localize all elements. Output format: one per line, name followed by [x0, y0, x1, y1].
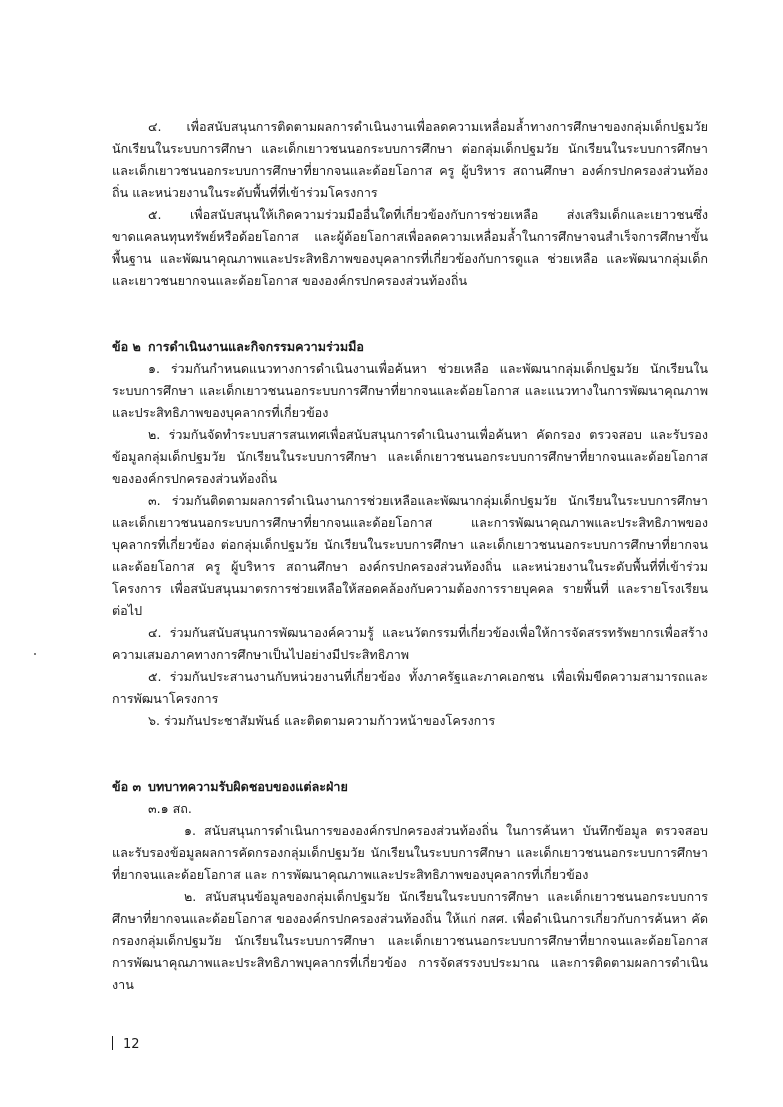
document-body	[112, 116, 708, 996]
section-3-title: บทบาทความรับผิดชอบของแต่ละฝ่าย	[148, 779, 348, 794]
section-2-item-1: ๑. ร่วมกันกำหนดแนวทางการดำเนินงานเพื่อค้นหา ช่วยเหลือ และพัฒนากลุ่มเด็กปฐมวัย นักเรียนในระบบการศึกษา และเด็กเยาวชนนอกระบบการศึกษาที่ยากจนและด้อยโอกาส และแนวทางในการพัฒนาคุณภาพและประสิทธิภาพของบุคลากรที่เกี่ยวข้อง	[112, 361, 708, 420]
section-3-heading	[112, 776, 708, 798]
section-2-item-6: ๖. ร่วมกันประชาสัมพันธ์ และติดตามความก้าวหน้าของโครงการ	[148, 713, 496, 728]
section-2-item-4: ๔. ร่วมกันสนับสนุนการพัฒนาองค์ความรู้ และนวัตกรรมที่เกี่ยวข้องเพื่อให้การจัดสรรทรัพยากรเพื่อสร้างความเสมอภาคทางการศึกษาเป็นไปอย่างมีประสิทธิภาพ	[112, 625, 708, 662]
objective-4: ๔. เพื่อสนับสนุนการติดตามผลการดำเนินงานเพื่อลดความเหลื่อมล้ำทางการศึกษาของกลุ่มเด็กปฐมวัย นักเรียนในระบบการศึกษา และเด็กเยาวชนนอกระบบการศึกษา ต่อกลุ่มเด็กปฐมวัย นักเรียนในระบบการศึกษา และเด็กเยาวชนนอกระบบการศึกษาที่ยากจนและด้อยโอกาส ครู ผู้บริหาร สถานศึกษา องค์กรปกครองส่วนท้องถิ่น และหน่วยงานในระดับพื้นที่ที่เข้าร่วมโครงการ	[112, 119, 708, 200]
section-2-item-5: ๕. ร่วมกันประสานงานกับหน่วยงานที่เกี่ยวข้อง ทั้งภาครัฐและภาคเอกชน เพื่อเพิ่มขีดความสามารถและการพัฒนาโครงการ	[112, 669, 708, 706]
section-2-title: การดำเนินงานและกิจกรรมความร่วมมือ	[148, 339, 364, 354]
section-2-item-2: ๒. ร่วมกันจัดทำระบบสารสนเทศเพื่อสนับสนุนการดำเนินงานเพื่อค้นหา คัดกรอง ตรวจสอบ และรับรองข้อมูลกลุ่มเด็กปฐมวัย นักเรียนในระบบการศึกษา และเด็กเยาวชนนอกระบบการศึกษาที่ยากจนและด้อยโอกาส ขององค์กรปกครองส่วนท้องถิ่น	[112, 427, 708, 486]
section-2-item-3: ๓. ร่วมกันติดตามผลการดำเนินงานการช่วยเหลือและพัฒนากลุ่มเด็กปฐมวัย นักเรียนในระบบการศึกษา และเด็กเยาวชนนอกระบบการศึกษาที่ยากจนและด้อยโอกาส และการพัฒนาคุณภาพและประสิทธิภาพของบุคลากรที่เกี่ยวข้อง ต่อกลุ่มเด็กปฐมวัย นักเรียนในระบบการศึกษา และเด็กเยาวชนนอกระบบการศึกษาที่ยากจน และด้อยโอกาส ครู ผู้บริหาร สถานศึกษา องค์กรปกครองส่วนท้องถิ่น และหน่วยงานในระดับพื้นที่ที่เข้าร่วมโครงการ เพื่อสนับสนุนมาตรการช่วยเหลือให้สอดคล้องกับความต้องการรายบุคคล รายพื้นที่ และรายโรงเรียน ต่อไป	[112, 493, 708, 618]
scan-speck	[34, 653, 36, 655]
section-3-number: ข้อ ๓	[112, 779, 142, 794]
footer-divider	[112, 1036, 113, 1050]
section-2-number: ข้อ ๒	[112, 339, 141, 354]
section-3-item-1: ๑. สนับสนุนการดำเนินการขององค์กรปกครองส่วนท้องถิ่น ในการค้นหา บันทึกข้อมูล ตรวจสอบและรับรองข้อมูลผลการคัดกรองกลุ่มเด็กปฐมวัย นักเรียนในระบบการศึกษา และเด็กเยาวชนนอกระบบการศึกษาที่ยากจนและด้อยโอกาส และ การพัฒนาคุณภาพและประสิทธิภาพของบุคลากรที่เกี่ยวข้อง	[112, 823, 708, 882]
section-3-item-2: ๒. สนับสนุนข้อมูลของกลุ่มเด็กปฐมวัย นักเรียนในระบบการศึกษา และเด็กเยาวชนนอกระบบการศึกษาที่ยากจนและด้อยโอกาส ขององค์กรปกครองส่วนท้องถิ่น ให้แก่ กสศ. เพื่อดำเนินการเกี่ยวกับการค้นหา คัดกรองกลุ่มเด็กปฐมวัย นักเรียนในระบบการศึกษา และเด็กเยาวชนนอกระบบการศึกษาที่ยากจนและด้อยโอกาส การพัฒนาคุณภาพและประสิทธิภาพบุคลากรที่เกี่ยวข้อง การจัดสรรงบประมาณ และการติดตามผลการดำเนินงาน	[112, 889, 708, 992]
objective-5: ๕. เพื่อสนับสนุนให้เกิดความร่วมมืออื่นใดที่เกี่ยวข้องกับการช่วยเหลือ ส่งเสริมเด็กและเยาวชนซึ่งขาดแคลนทุนทรัพย์หรือด้อยโอกาส และผู้ด้อยโอกาสเพื่อลดความเหลื่อมล้ำในการศึกษาจนสำเร็จการศึกษาขั้นพื้นฐาน และพัฒนาคุณภาพและประสิทธิภาพของบุคลากรที่เกี่ยวข้องกับการดูแล ช่วยเหลือ และพัฒนากลุ่มเด็กและเยาวชนยากจนและด้อยโอกาส ขององค์กรปกครองส่วนท้องถิ่น	[112, 207, 708, 288]
page-number: 12	[123, 1037, 140, 1052]
page-footer	[112, 1036, 140, 1052]
section-2-heading	[112, 336, 708, 358]
section-3-sub-label: ๓.๑ สถ.	[148, 801, 192, 816]
